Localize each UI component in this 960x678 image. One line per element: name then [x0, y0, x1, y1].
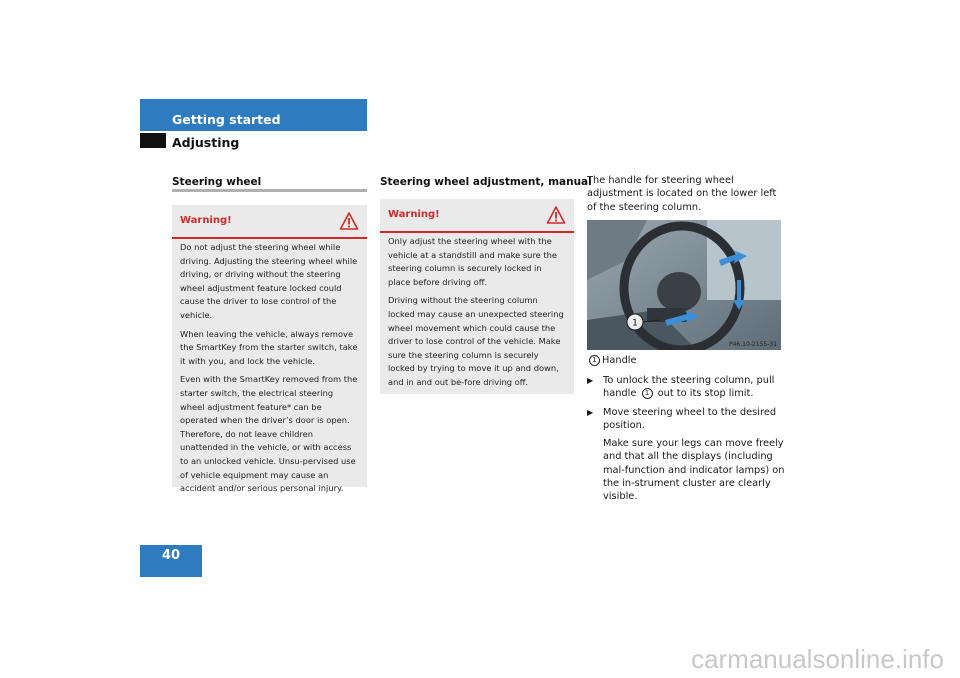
warning-paragraph: Only adjust the steering wheel with the vehicle at a standstill and make sure the steering column is securely locked in place before driving off.: [388, 236, 558, 287]
manual-adjustment-heading: Steering wheel adjustment, manual: [380, 176, 592, 188]
warning-paragraph: Do not adjust the steering wheel while driving. Adjusting the steering wheel while driving, or driving without the steering wheel adjustment feature locked could cause the driver to lose control of the vehicle.: [180, 242, 358, 320]
bullet-arrow-icon: ▶: [587, 376, 594, 385]
steering-wheel-heading: Steering wheel: [172, 176, 262, 188]
step-unlock: [587, 374, 787, 401]
step-move: [587, 406, 787, 504]
warning-header: [380, 199, 574, 233]
step-note: Make sure your legs can move freely and that all the displays (including mal-function and indicator lamps) on the in-strument cluster are clearly visible.: [603, 437, 785, 503]
step-text: To unlock the steering column, pull handle: [603, 375, 775, 400]
steering-wheel-illustration: [587, 220, 781, 350]
warning-box-left: [172, 205, 367, 494]
warning-triangle-icon: [546, 205, 566, 225]
image-caption: [587, 355, 637, 366]
callout-number: 1: [642, 388, 653, 399]
warning-header: [172, 205, 367, 239]
warning-paragraph: Driving without the steering column locked may cause an unexpected steering wheel movement which could cause the driver to lose control of the vehicle. Make sure the steering column is securely locked by trying to move it up and down, and in and out be-fore driving off.: [388, 295, 564, 387]
intro-paragraph: The handle for steering wheel adjustment is located on the lower left of the steering column.: [587, 175, 777, 213]
section-title: Getting started: [172, 112, 281, 127]
warning-triangle-icon: [339, 211, 359, 231]
page-number: 40: [161, 548, 181, 563]
warning-text: [388, 235, 566, 395]
warning-box-middle: [380, 199, 574, 394]
heading-rule: [172, 189, 367, 192]
header-marker: [140, 133, 166, 148]
warning-title: Warning!: [388, 209, 440, 220]
steering-column-photo: [587, 220, 781, 350]
step-text: Move steering wheel to the desired position.: [603, 407, 777, 432]
caption-label: Handle: [602, 355, 637, 366]
step-text: out to its stop limit.: [657, 388, 754, 400]
section-subtitle: Adjusting: [172, 135, 240, 150]
warning-paragraph: Even with the SmartKey removed from the starter switch, the electrical steering wheel adjustment feature* can be operated when the driver’s door is open. Therefore, do not leave children unattended in the vehicle, or with access to an unlocked vehicle. Unsu-pervised use of vehicle equipment may cause an accident and/or serious personal injury.: [180, 374, 358, 494]
image-code: P46.10-2155-31: [728, 341, 777, 348]
watermark: carmanualsonline.info: [691, 644, 944, 674]
warning-text: [180, 241, 359, 501]
intro-text: [587, 174, 787, 214]
callout-number: 1: [589, 355, 600, 366]
warning-paragraph: When leaving the vehicle, always remove the SmartKey from the starter switch, take it with you, and lock the vehicle.: [180, 328, 358, 366]
bullet-arrow-icon: ▶: [587, 408, 594, 417]
warning-title: Warning!: [180, 215, 232, 226]
callout-label: 1: [632, 318, 638, 329]
